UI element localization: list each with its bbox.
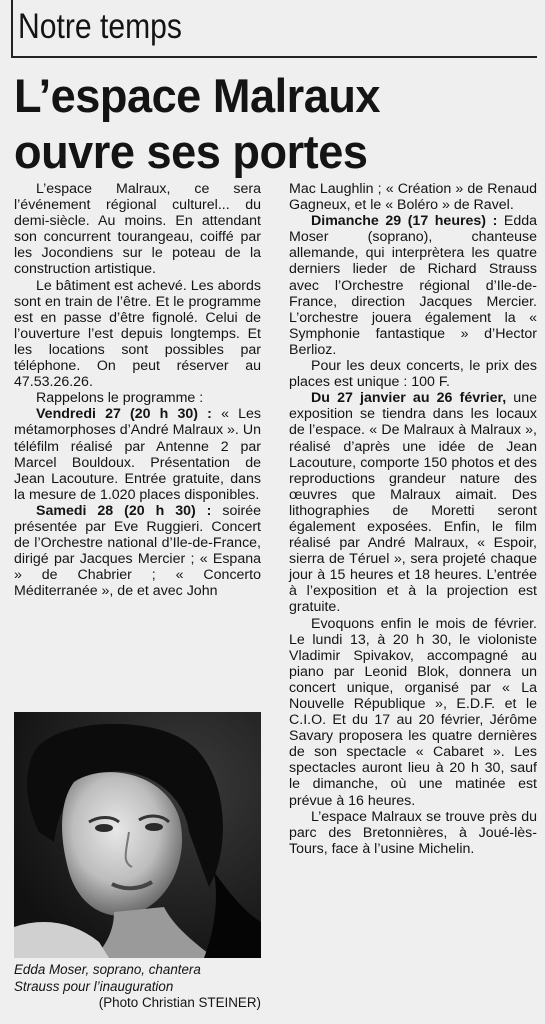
paragraph bbox=[289, 358, 537, 390]
paragraph-text: L’espace Malraux, ce sera l’événement régional culturel... du demi-siècle. Au moins. En attendant son concurrent tourangeau, coiffé par les Jocondiens sur le poteau de la construction artistique. bbox=[14, 181, 261, 278]
paragraph bbox=[14, 278, 261, 391]
headline bbox=[14, 68, 523, 180]
paragraph-lead: Du 27 janvier au 26 février, bbox=[311, 390, 507, 407]
right-column bbox=[289, 181, 537, 857]
paragraph-text: Pour les deux concerts, le prix des places est unique : 100 F. bbox=[289, 358, 537, 391]
paragraph-text: Mac Laughlin ; « Création » de Renaud Gagneux, et le « Boléro » de Ravel. bbox=[289, 181, 537, 214]
paragraph-text: Le bâtiment est achevé. Les abords sont en train de l’être. Et le programme est en passe d’être fignolé. Celui de l’ouverture l’est depuis longtemps. Et les locations sont possibles par téléphone. On peut réserver au 47.53.26.26. bbox=[14, 277, 261, 391]
section-rubric: Notre temps bbox=[18, 7, 182, 46]
paragraph bbox=[289, 213, 537, 358]
paragraph-text: L’espace Malraux se trouve près du parc des Bretonnières, à Joué-lès-Tours, face à l’usine Michelin. bbox=[289, 808, 537, 857]
caption-line-2: Strauss pour l’inauguration bbox=[14, 978, 174, 994]
paragraph bbox=[289, 616, 537, 809]
paragraph bbox=[289, 390, 537, 615]
paragraph-text: « Les métamorphoses d’André Malraux ». Un téléfilm réalisé par Antenne 2 par Marcel Bouldoux. Présentation de Jean Lacouture. Entrée gratuite, dans la mesure de 1.020 places disponibles. bbox=[14, 406, 261, 503]
paragraph bbox=[289, 809, 537, 857]
rubric-left-rule bbox=[11, 0, 13, 56]
paragraph-text: Edda Moser (soprano), chanteuse allemande, qui interprètera les quatre derniers lieder de Richard Strauss avec l’Orchestre régional d’Ile-de-France, direction Jacques Mercier. L’orchestre jouera également la « Symphonie fantastique » d’Hector Berlioz. bbox=[289, 213, 537, 358]
paragraph bbox=[14, 503, 261, 600]
portrait-illustration bbox=[14, 712, 261, 958]
paragraph bbox=[289, 181, 537, 213]
paragraph-lead: Vendredi 27 (20 h 30) : bbox=[36, 406, 212, 423]
left-column bbox=[14, 181, 261, 599]
headline-line-2: ouvre ses portes bbox=[14, 125, 368, 178]
paragraph-lead: Samedi 28 (20 h 30) : bbox=[36, 502, 212, 519]
rubric-rule bbox=[11, 56, 537, 58]
paragraph-text: Rappelons le programme : bbox=[36, 390, 204, 407]
paragraph bbox=[14, 406, 261, 503]
portrait-photo bbox=[14, 712, 261, 958]
paragraph-text: une exposition se tiendra dans les locaux de l’espace. « De Malraux à Malraux », réalisé d’après une idée de Jean Lacouture, comporte 150 photos et des reproductions grandeur nature des œuvres que Malraux aimait. Des lithographies de Moretti seront également exposées. Enfin, le film réalisé par André Malraux, « Espoir, sierra de Téruel », sera projeté chaque jour à 15 heures et 18 heures. L’entrée à l’exposition et à la projection est gratuite. bbox=[289, 390, 537, 616]
caption-line-1: Edda Moser, soprano, chantera bbox=[14, 962, 201, 977]
paragraph-text: soirée présentée par Eve Ruggieri. Concert de l’Orchestre national d’Ile-de-France, dirigé par Jacques Mercier ; « Espana » de Chabrier ; « Concerto Méditerranée », de et avec John bbox=[14, 502, 261, 600]
photo-caption bbox=[14, 962, 261, 1012]
headline-line-1: L’espace Malraux bbox=[14, 69, 381, 122]
paragraph-lead: Dimanche 29 (17 heures) : bbox=[311, 213, 498, 230]
paragraph bbox=[14, 390, 261, 406]
paragraph-text: Evoquons enfin le mois de février. Le lundi 13, à 20 h 30, le violoniste Vladimir Spivakov, accompagné au piano par Leonid Blok, donnera un concert unique, organisé par « La Nouvelle République », E.D.F. et le C.I.O. Et du 17 au 20 février, Jérôme Savary proposera les quatre dernières de son spectacle « Cabaret ». Les spectacles auront lieu à 20 h 30, sauf le dimanche, où une matinée est prévue à 16 heures. bbox=[289, 615, 537, 809]
photo-credit: (Photo Christian STEINER) bbox=[98, 995, 261, 1010]
paragraph bbox=[14, 181, 261, 278]
